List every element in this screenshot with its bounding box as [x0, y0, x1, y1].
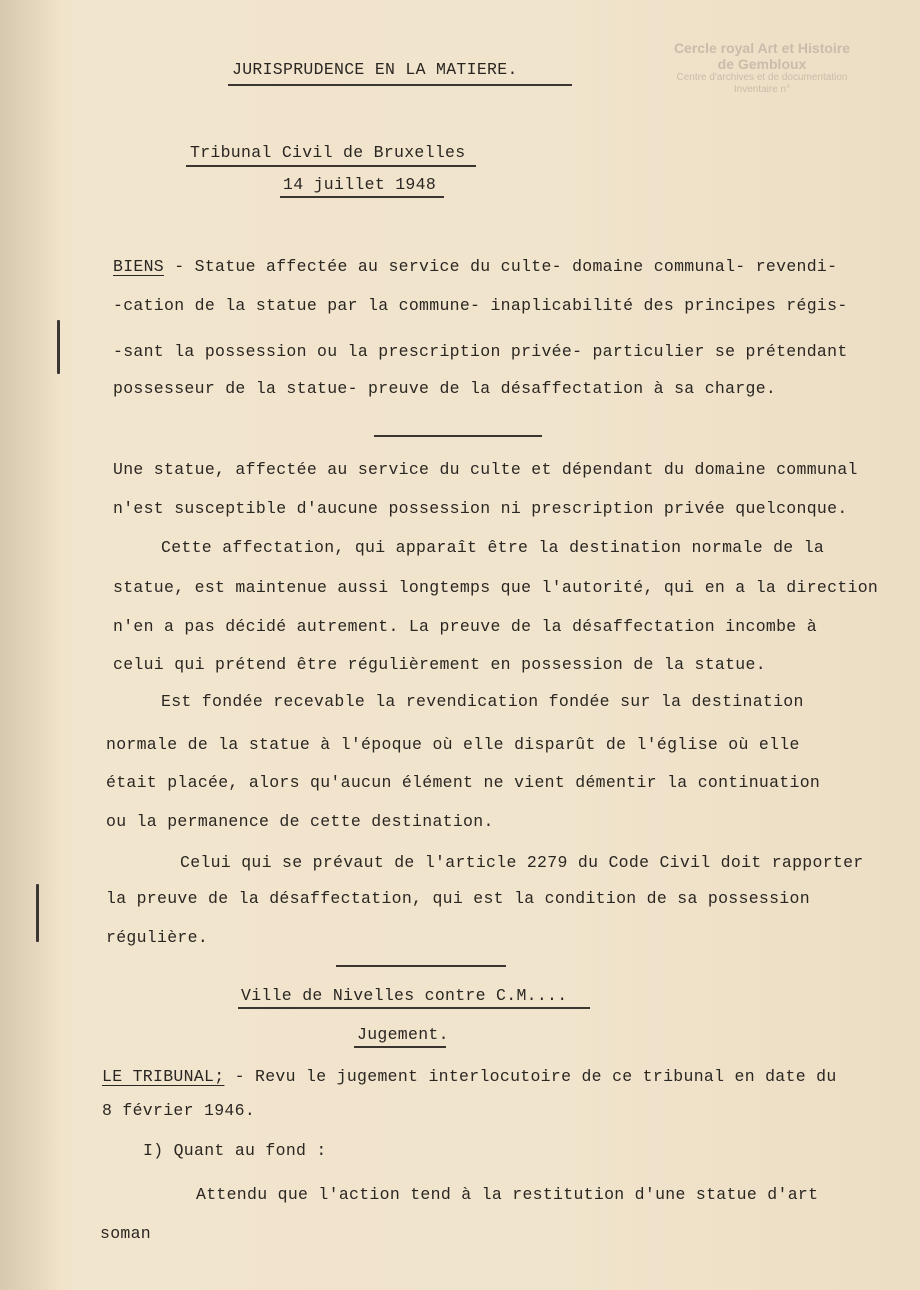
judgment-line-1 [102, 1067, 837, 1087]
paragraph-line-4: statue, est maintenue aussi longtemps que l'autorité, qui en a la direction [113, 578, 879, 597]
document-title: JURISPRUDENCE EN LA MATIERE. [232, 60, 518, 79]
paragraph-line-1: Une statue, affectée au service du culte et dépendant du domaine communal [113, 460, 858, 479]
paragraph-line-11: Celui qui se prévaut de l'article 2279 du Code Civil doit rapporter [180, 853, 864, 872]
paragraph-line-13: régulière. [106, 928, 209, 947]
judgment-line-2: 8 février 1946. [102, 1101, 256, 1120]
separator-1 [374, 435, 542, 437]
heading-underline [354, 1046, 446, 1048]
judgment-line-3: Attendu que l'action tend à la restitution d'une statue d'art [196, 1185, 819, 1204]
paragraph-line-10: ou la permanence de cette destination. [106, 812, 494, 831]
stamp-line-3: Centre d'archives et de documentation [676, 72, 848, 83]
paragraph-line-5: n'en a pas décidé autrement. La preuve de la désaffectation incombe à [113, 617, 817, 636]
summary-line-4: possesseur de la statue- preuve de la désaffectation à sa charge. [113, 379, 777, 398]
tribunal-keyword: LE TRIBUNAL; [102, 1067, 225, 1086]
parties-underline [238, 1007, 590, 1009]
case-heading: Jugement. [357, 1025, 449, 1044]
judgment-point: I) Quant au fond : [143, 1141, 327, 1160]
case-parties: Ville de Nivelles contre C.M.... [241, 986, 568, 1005]
stamp-line-2: de Gembloux [717, 56, 807, 72]
paragraph-line-9: était placée, alors qu'aucun élément ne vient démentir la continuation [106, 773, 821, 792]
margin-mark-1 [57, 320, 60, 374]
court-name: Tribunal Civil de Bruxelles [190, 143, 466, 162]
stamp-line-4: Inventaire n° [733, 84, 791, 95]
summary-text-1: - Statue affectée au service du culte- domaine communal- revendi- [164, 257, 838, 276]
date-underline [280, 196, 444, 198]
paragraph-line-7: Est fondée recevable la revendication fondée sur la destination [161, 692, 804, 711]
page-edge-shadow [0, 0, 60, 1290]
summary-line-2: -cation de la statue par la commune- inaplicabilité des principes régis- [113, 296, 848, 315]
paragraph-line-8: normale de la statue à l'époque où elle disparût de l'église où elle [106, 735, 800, 754]
stamp-line-1: Cercle royal Art et Histoire [673, 40, 851, 56]
court-underline [186, 165, 476, 167]
judgment-date: 14 juillet 1948 [283, 175, 437, 194]
paragraph-line-6: celui qui prétend être régulièrement en possession de la statue. [113, 655, 766, 674]
separator-2 [336, 965, 506, 967]
summary-line-3: -sant la possession ou la prescription privée- particulier se prétendant [113, 342, 848, 361]
paragraph-line-3: Cette affectation, qui apparaît être la destination normale de la [161, 538, 825, 557]
judgment-line-4: soman [100, 1224, 152, 1243]
margin-mark-2 [36, 884, 39, 942]
judgment-text-1: - Revu le jugement interlocutoire de ce tribunal en date du [224, 1067, 837, 1086]
summary-line-1 [113, 257, 837, 277]
archive-stamp [642, 40, 882, 96]
title-underline [228, 84, 572, 86]
summary-keyword: BIENS [113, 257, 165, 276]
paragraph-line-2: n'est susceptible d'aucune possession ni prescription privée quelconque. [113, 499, 848, 518]
paragraph-line-12: la preuve de la désaffectation, qui est la condition de sa possession [106, 889, 810, 908]
